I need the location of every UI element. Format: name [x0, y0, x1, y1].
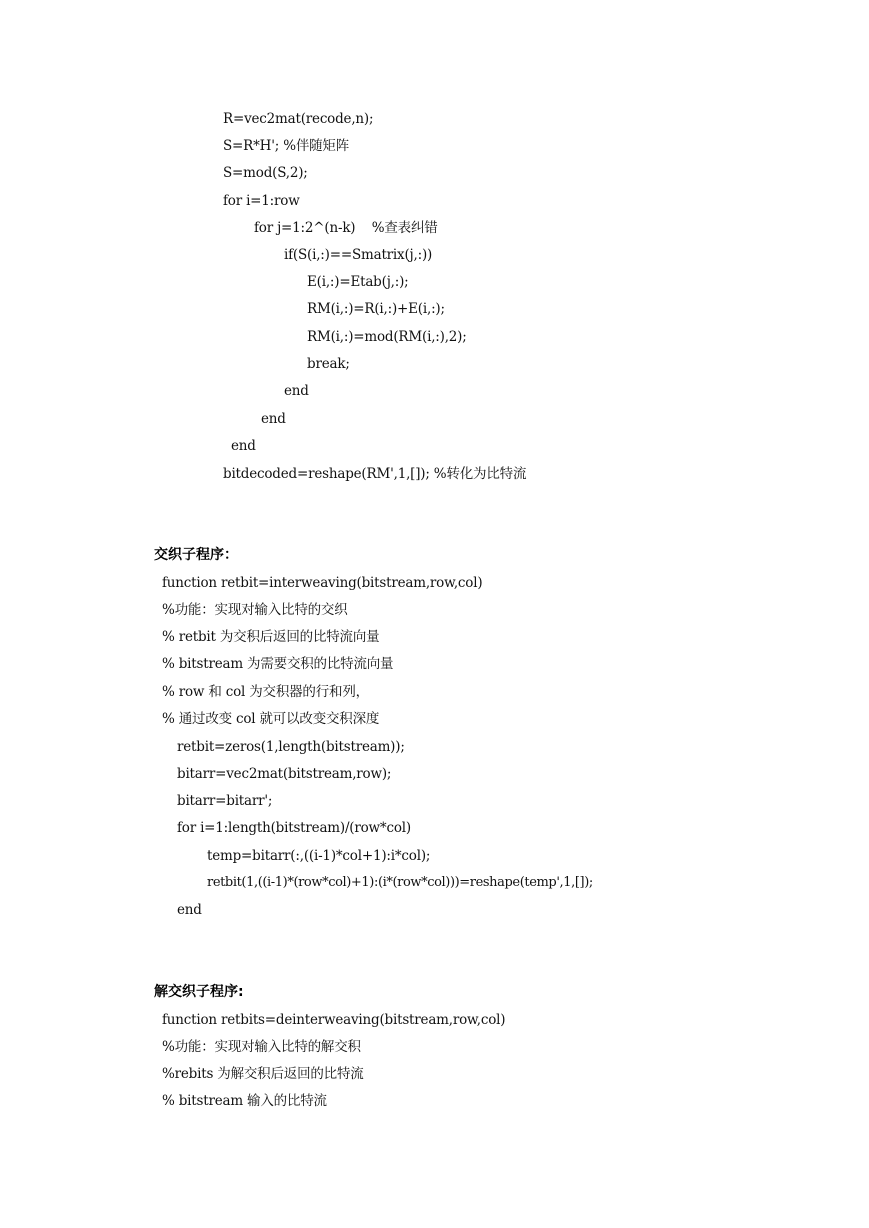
code-line: % bitstream 输入的比特流 [162, 1093, 327, 1109]
section-heading-interleave: 交织子程序： [154, 547, 238, 563]
code-line: % 通过改变 col 就可以改变交积深度 [162, 711, 380, 727]
code-line: bitarr=vec2mat(bitstream,row); [177, 766, 392, 782]
code-line: end [284, 383, 309, 399]
section-heading-deinterleave: 解交织子程序: [154, 984, 244, 1000]
code-line: end [231, 438, 256, 454]
code-line: RM(i,:)=R(i,:)+E(i,:); [307, 301, 445, 317]
code-line: end [261, 411, 286, 427]
code-line: R=vec2mat(recode,n); [223, 111, 374, 127]
code-line: %rebits 为解交积后返回的比特流 [162, 1066, 364, 1082]
code-line: temp=bitarr(:,((i-1)*col+1):i*col); [207, 848, 431, 864]
code-line: %功能：实现对输入比特的解交积 [162, 1039, 361, 1055]
code-line: %功能：实现对输入比特的交织 [162, 602, 348, 618]
code-line: S=R*H'; %伴随矩阵 [223, 138, 350, 154]
code-line: S=mod(S,2); [223, 165, 308, 181]
code-line: function retbit=interweaving(bitstream,row,col) [162, 575, 483, 591]
code-line: for i=1:length(bitstream)/(row*col) [177, 820, 411, 836]
code-line: % bitstream 为需要交积的比特流向量 [162, 656, 394, 672]
code-line: if(S(i,:)==Smatrix(j,:)) [284, 247, 433, 263]
code-line: for i=1:row [223, 193, 300, 209]
code-line: bitarr=bitarr'; [177, 793, 273, 809]
code-line: for j=1:2^(n-k) %查表纠错 [254, 220, 438, 236]
code-line: retbit(1,((i-1)*(row*col)+1):(i*(row*col)))=reshape(temp',1,[]); [207, 875, 593, 890]
code-line: break; [307, 356, 350, 372]
code-line: bitdecoded=reshape(RM',1,[]); %转化为比特流 [223, 466, 527, 482]
code-line: % retbit 为交积后返回的比特流向量 [162, 629, 380, 645]
code-line: RM(i,:)=mod(RM(i,:),2); [307, 329, 467, 345]
code-line: retbit=zeros(1,length(bitstream)); [177, 739, 405, 755]
code-line: % row 和 col 为交积器的行和列， [162, 684, 369, 700]
code-line: E(i,:)=Etab(j,:); [307, 274, 409, 290]
code-line: function retbits=deinterweaving(bitstream,row,col) [162, 1012, 506, 1028]
code-line: end [177, 902, 202, 918]
